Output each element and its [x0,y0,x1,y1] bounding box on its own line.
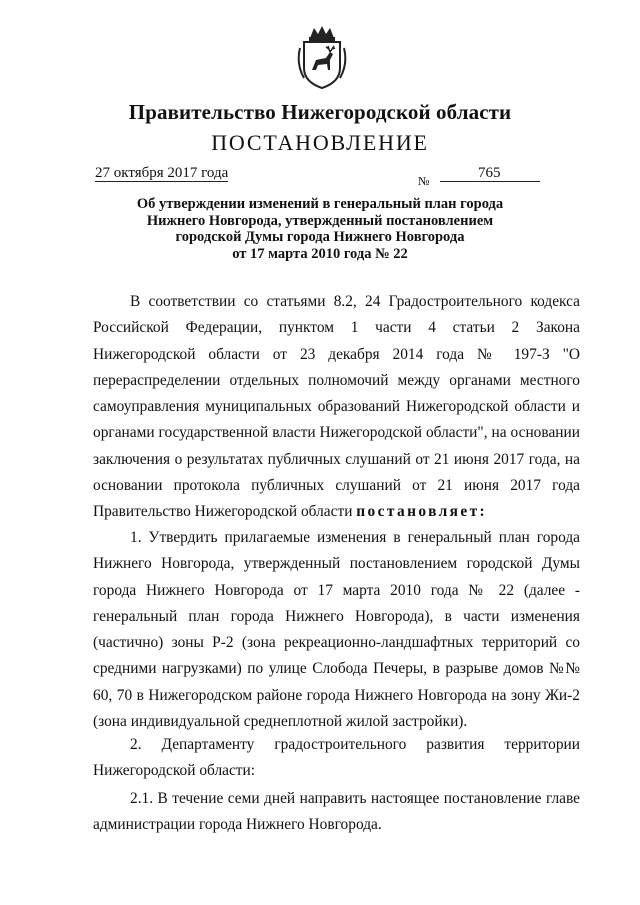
paragraph-2-1-text: 2.1. В течение семи дней направить настоящее постановление главе администрации города Нижнего Новгорода. [93,790,580,834]
decree-word: постановляет: [356,503,488,521]
coat-of-arms-icon [296,24,348,90]
paragraph-2-text: 2. Департаменту градостроительного развития территории Нижегородской области: [93,736,580,780]
number-sign: № [418,174,430,188]
document-subject [0,196,640,262]
paragraph-2-1 [93,786,580,839]
document-date: 27 октября 2017 года [95,165,229,181]
paragraph-2 [93,732,580,785]
document-type: ПОСТАНОВЛЕНИЕ [211,130,429,155]
subject-line: от 17 марта 2010 года № 22 [232,245,408,262]
preamble-text: В соответствии со статьями 8.2, 24 Градостроительного кодекса Российской Федерации, пунктом 1 части 4 статьи 2 Закона Нижегородской области от 23 декабря 2014 года № 197-З "О перераспределении отдельных полномочий между органами местного самоуправления муниципальных образований Нижегородской области и органами государственной власти Нижегородской области", на основании заключения о результатах публичных слушаний от 21 июня 2017 года, на основании протокола публичных слушаний от 21 июня 2017 года Правительство Нижегородской области [93,293,580,521]
paragraph-preamble [93,289,580,526]
subject-line: Нижнего Новгорода, утвержденный постановлением [146,212,494,229]
paragraph-1-text: 1. Утвердить прилагаемые изменения в генеральный план города Нижнего Новгорода, утвержденный постановлением городской Думы города Нижнего Новгорода от 17 марта 2010 года № 22 (далее - генеральный план города Нижнего Новгорода), в части изменения (частично) зоны Р-2 (зона рекреационно-ландшафтных территорий со средними нагрузками) по улице Слобода Печеры, в разрыве домов №№ 60, 70 в Нижегородском районе города Нижнего Новгорода на зону Жи-2 (зона индивидуальной среднеплотной жилой застройки). [93,529,580,731]
government-title: Правительство Нижегородской области [128,100,512,124]
subject-line: городской Думы города Нижнего Новгорода [175,229,465,245]
paragraph-1 [93,525,580,735]
document-number: 765 [478,165,501,181]
subject-line: Об утверждении изменений в генеральный план города [136,196,504,212]
